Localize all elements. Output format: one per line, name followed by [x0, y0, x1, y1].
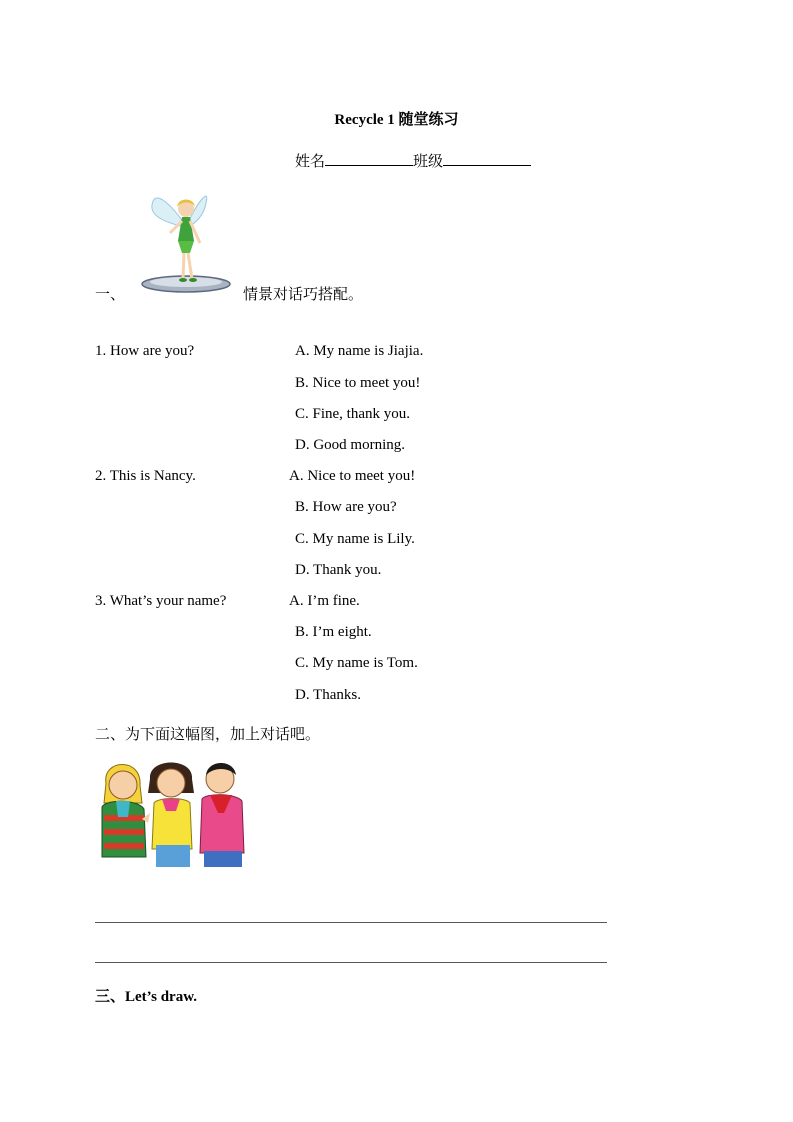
q3-option-a: A. I’m fine.: [289, 593, 360, 609]
name-class-line: [295, 150, 531, 171]
q3-option-d: D. Thanks.: [295, 687, 361, 703]
page-title: Recycle 1 随堂练习: [334, 112, 459, 128]
q1-option-a: A. My name is Jiajia.: [295, 343, 424, 359]
section-3-text: Let’s draw.: [125, 989, 197, 1005]
section-1-instruction: 情景对话巧搭配。: [243, 287, 364, 303]
q1-option-d: D. Good morning.: [295, 437, 405, 453]
name-blank[interactable]: [325, 150, 413, 166]
q2-option-d: D. Thank you.: [295, 562, 382, 578]
section-3-number: 三、: [95, 989, 126, 1005]
q3-option-c: C. My name is Tom.: [295, 655, 418, 671]
q2-option-a: A. Nice to meet you!: [289, 468, 416, 484]
q1-option-b: B. Nice to meet you!: [295, 375, 421, 391]
q3-option-b: B. I’m eight.: [295, 624, 372, 640]
question-2: 2. This is Nancy.: [95, 468, 196, 484]
question-3: 3. What’s your name?: [95, 593, 227, 609]
fairy-illustration: [140, 183, 232, 296]
answer-line-2[interactable]: [95, 962, 607, 963]
section-1-number: 一、: [95, 287, 126, 303]
question-1: 1. How are you?: [95, 343, 195, 359]
children-illustration: [98, 757, 248, 870]
class-label: 班级: [413, 154, 444, 170]
class-blank[interactable]: [443, 150, 531, 166]
name-label: 姓名: [295, 154, 326, 170]
section-2-instruction: 二、为下面这幅图，加上对话吧。: [95, 727, 321, 743]
q2-option-c: C. My name is Lily.: [295, 531, 415, 547]
q1-option-c: C. Fine, thank you.: [295, 406, 410, 422]
q2-option-b: B. How are you?: [295, 499, 397, 515]
section-3-heading: [95, 985, 197, 1006]
answer-line-1[interactable]: [95, 922, 607, 923]
